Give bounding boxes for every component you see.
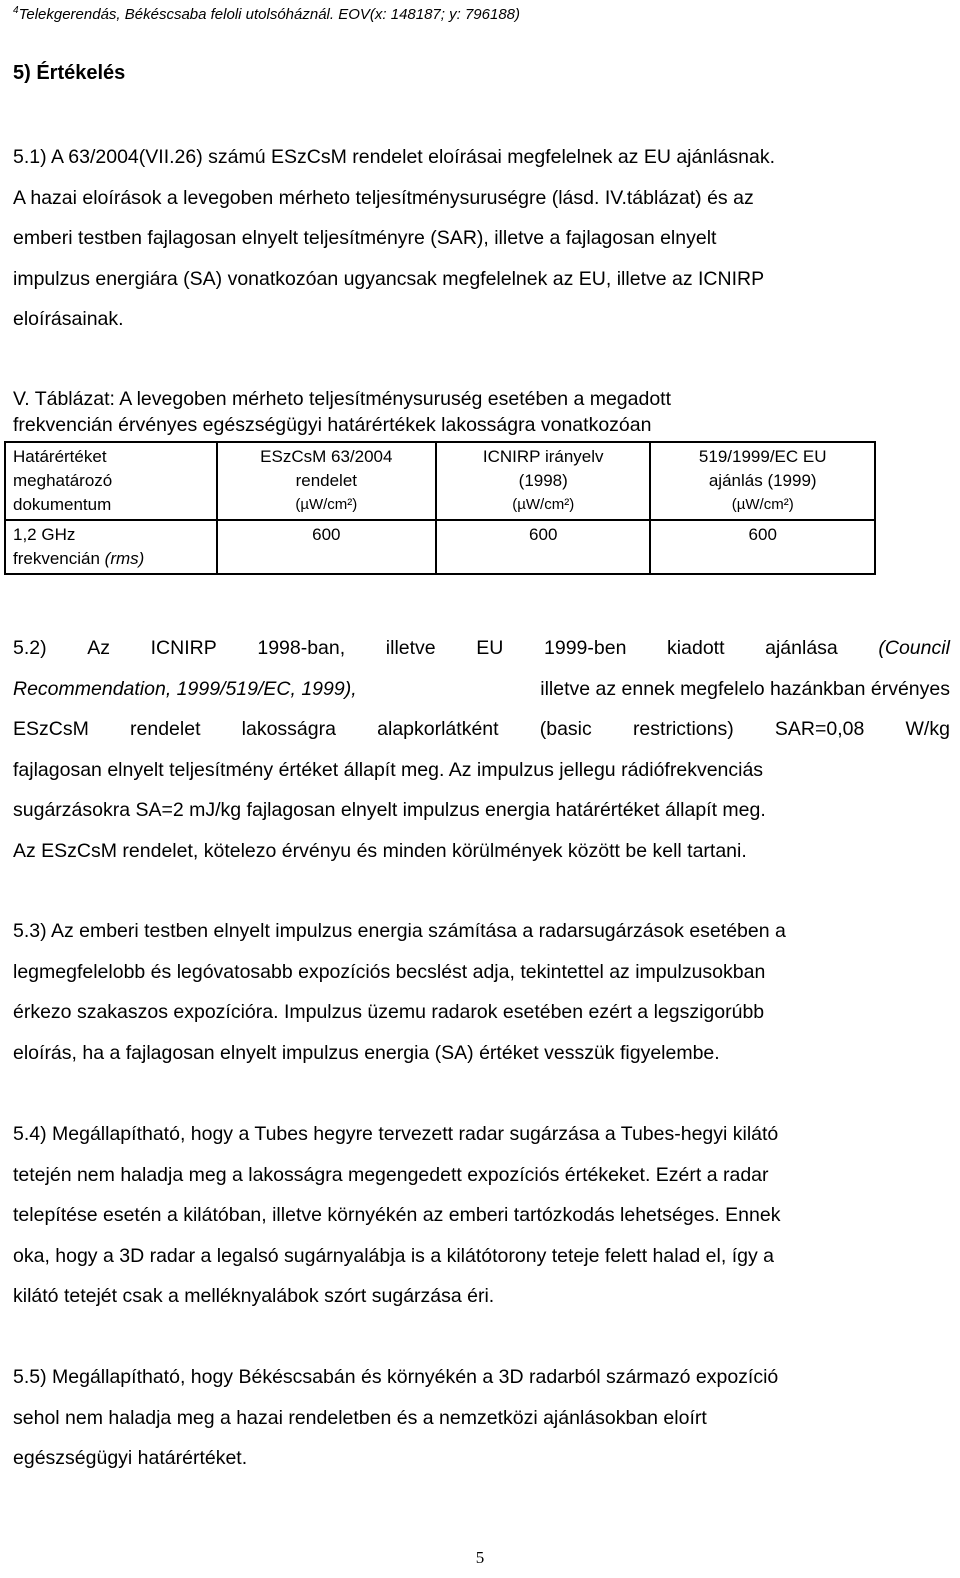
paragraph-line: tetején nem haladja meg a lakosságra megengedett expozíciós értékeket. Ezért a radar bbox=[13, 1163, 769, 1186]
paragraph-line: telepítése esetén a kilátóban, illetve környékén az emberi tartózkodás lehetséges. Ennek bbox=[13, 1204, 781, 1226]
word: 5.2) bbox=[13, 637, 47, 659]
word: kiadott bbox=[667, 637, 725, 659]
paragraph-5-3 bbox=[13, 911, 950, 1073]
paragraph-line: impulzus energiára (SA) vonatkozóan ugyancsak megfelelnek az EU, illetve az ICNIRP bbox=[13, 267, 765, 290]
word: ESzCsM bbox=[13, 718, 89, 740]
paragraph-line: érkezo szakaszos expozícióra. Impulzus üzemu radarok esetében ezért a legszigorúbb bbox=[13, 1001, 765, 1023]
header-text: ICNIRP irányelv bbox=[482, 447, 604, 466]
paragraph-line: oka, hogy a 3D radar a legalsó sugárnyalábja is a kilátótorony teteje felett halad el, így a bbox=[13, 1244, 774, 1267]
row-label-cell bbox=[5, 520, 217, 574]
value-cell: 600 bbox=[650, 520, 875, 574]
footnote-text: Telekgerendás, Békéscsaba feloli utolsóháznál. EOV(x: 148187; y: 796188) bbox=[18, 6, 520, 23]
paragraph-line: 5.1) A 63/2004(VII.26) számú ESzCsM rendelet eloírásai megfelelnek az EU ajánlásnak. bbox=[13, 146, 775, 168]
footnote bbox=[13, 5, 520, 23]
table-row bbox=[5, 520, 875, 574]
limits-table bbox=[4, 441, 876, 575]
paragraph-line bbox=[13, 669, 950, 710]
paragraph-line: 5.3) Az emberi testben elnyelt impulzus energia számítása a radarsugárzások esetében a bbox=[13, 920, 786, 942]
paragraph-line: egészségügyi határértéket. bbox=[13, 1447, 248, 1469]
paragraph-line: sehol nem haladja meg a hazai rendeletben és a nemzetközi ajánlásokban eloírt bbox=[13, 1406, 707, 1429]
italic-citation: Recommendation, 1999/519/EC, 1999), bbox=[13, 677, 357, 700]
word: (Council bbox=[878, 637, 950, 659]
footnote-marker: 4 bbox=[13, 5, 19, 16]
header-unit: (µW/cm²) bbox=[731, 496, 794, 513]
paragraph-line bbox=[13, 709, 950, 750]
header-text: dokumentum bbox=[13, 495, 112, 514]
word: restrictions) bbox=[632, 718, 734, 740]
word: W/kg bbox=[905, 718, 950, 740]
header-text: Határértéket bbox=[13, 447, 107, 466]
word: 1999-ben bbox=[544, 637, 627, 659]
header-cell-icnirp bbox=[436, 442, 650, 520]
header-cell-eszcsm bbox=[217, 442, 436, 520]
header-unit: (µW/cm²) bbox=[512, 496, 575, 513]
word: alapkorlátként bbox=[377, 718, 499, 740]
word: (basic bbox=[539, 718, 592, 740]
row-label bbox=[13, 547, 209, 571]
table-caption bbox=[13, 386, 873, 438]
line-text: illetve az ennek megfelelo hazánkban érvényes bbox=[540, 677, 950, 700]
header-text: meghatározó bbox=[13, 471, 113, 490]
word: rendelet bbox=[130, 718, 201, 740]
paragraph-5-1 bbox=[13, 137, 950, 340]
paragraph-5-5 bbox=[13, 1357, 950, 1479]
header-text: rendelet bbox=[295, 471, 358, 490]
header-unit: (µW/cm²) bbox=[295, 496, 358, 513]
section-heading: 5) Értékelés bbox=[13, 62, 126, 84]
value-cell: 600 bbox=[217, 520, 436, 574]
table-caption-line: V. Táblázat: A levegoben mérheto teljesítménysuruség esetében a megadott bbox=[13, 388, 672, 410]
word: SAR=0,08 bbox=[774, 718, 865, 740]
row-label-rms: (rms) bbox=[104, 549, 145, 568]
word: ajánlása bbox=[765, 637, 838, 659]
word: Az bbox=[87, 637, 110, 659]
word: lakosságra bbox=[241, 718, 336, 740]
paragraph-line: A hazai eloírások a levegoben mérheto teljesítménysuruségre (lásd. IV.táblázat) és az bbox=[13, 186, 754, 209]
row-label: 1,2 GHz bbox=[13, 525, 76, 544]
header-text: 519/1999/EC EU bbox=[698, 447, 827, 466]
paragraph-5-4 bbox=[13, 1114, 950, 1317]
table-caption-line: frekvencián érvényes egészségügyi határértékek lakosságra vonatkozóan bbox=[13, 414, 652, 436]
row-label-text: frekvencián bbox=[13, 549, 105, 568]
paragraph-line: emberi testben fajlagosan elnyelt teljesítményre (SAR), illetve a fajlagosan elnyelt bbox=[13, 227, 717, 249]
value-cell: 600 bbox=[436, 520, 650, 574]
word: EU bbox=[476, 637, 504, 659]
paragraph-line: 5.5) Megállapítható, hogy Békéscsabán és környékén a 3D radarból származó expozíció bbox=[13, 1366, 779, 1388]
page-number: 5 bbox=[475, 1548, 485, 1567]
header-text: ajánlás (1999) bbox=[708, 471, 817, 490]
paragraph-line bbox=[13, 628, 950, 669]
paragraph-line: eloírásainak. bbox=[13, 308, 124, 330]
paragraph-line: kilátó tetejét csak a melléknyalábok szórt sugárzása éri. bbox=[13, 1285, 495, 1307]
header-text: ESzCsM 63/2004 bbox=[260, 447, 393, 466]
paragraph-line: fajlagosan elnyelt teljesítmény értéket állapít meg. Az impulzus jellegu rádiófrekvenciás bbox=[13, 758, 764, 781]
header-cell-document bbox=[5, 442, 217, 520]
word: illetve bbox=[385, 637, 436, 659]
paragraph-line: legmegfelelobb és legóvatosabb expozíciós becslést adja, tekintettel az impulzusokban bbox=[13, 960, 766, 983]
paragraph-line: 5.4) Megállapítható, hogy a Tubes hegyre tervezett radar sugárzása a Tubes-hegyi kilátó bbox=[13, 1123, 779, 1145]
table-header-row bbox=[5, 442, 875, 520]
word: ICNIRP bbox=[150, 637, 217, 659]
paragraph-5-2 bbox=[13, 628, 950, 871]
paragraph-line: sugárzásokra SA=2 mJ/kg fajlagosan elnyelt impulzus energia határértéket állapít meg. bbox=[13, 799, 766, 821]
paragraph-line: Az ESzCsM rendelet, kötelezo érvényu és minden körülmények között be kell tartani. bbox=[13, 839, 747, 862]
header-cell-eu bbox=[650, 442, 875, 520]
word: 1998-ban, bbox=[257, 637, 346, 659]
header-text: (1998) bbox=[518, 471, 568, 490]
paragraph-line: eloírás, ha a fajlagosan elnyelt impulzus energia (SA) értéket vesszük figyelembe. bbox=[13, 1041, 720, 1064]
